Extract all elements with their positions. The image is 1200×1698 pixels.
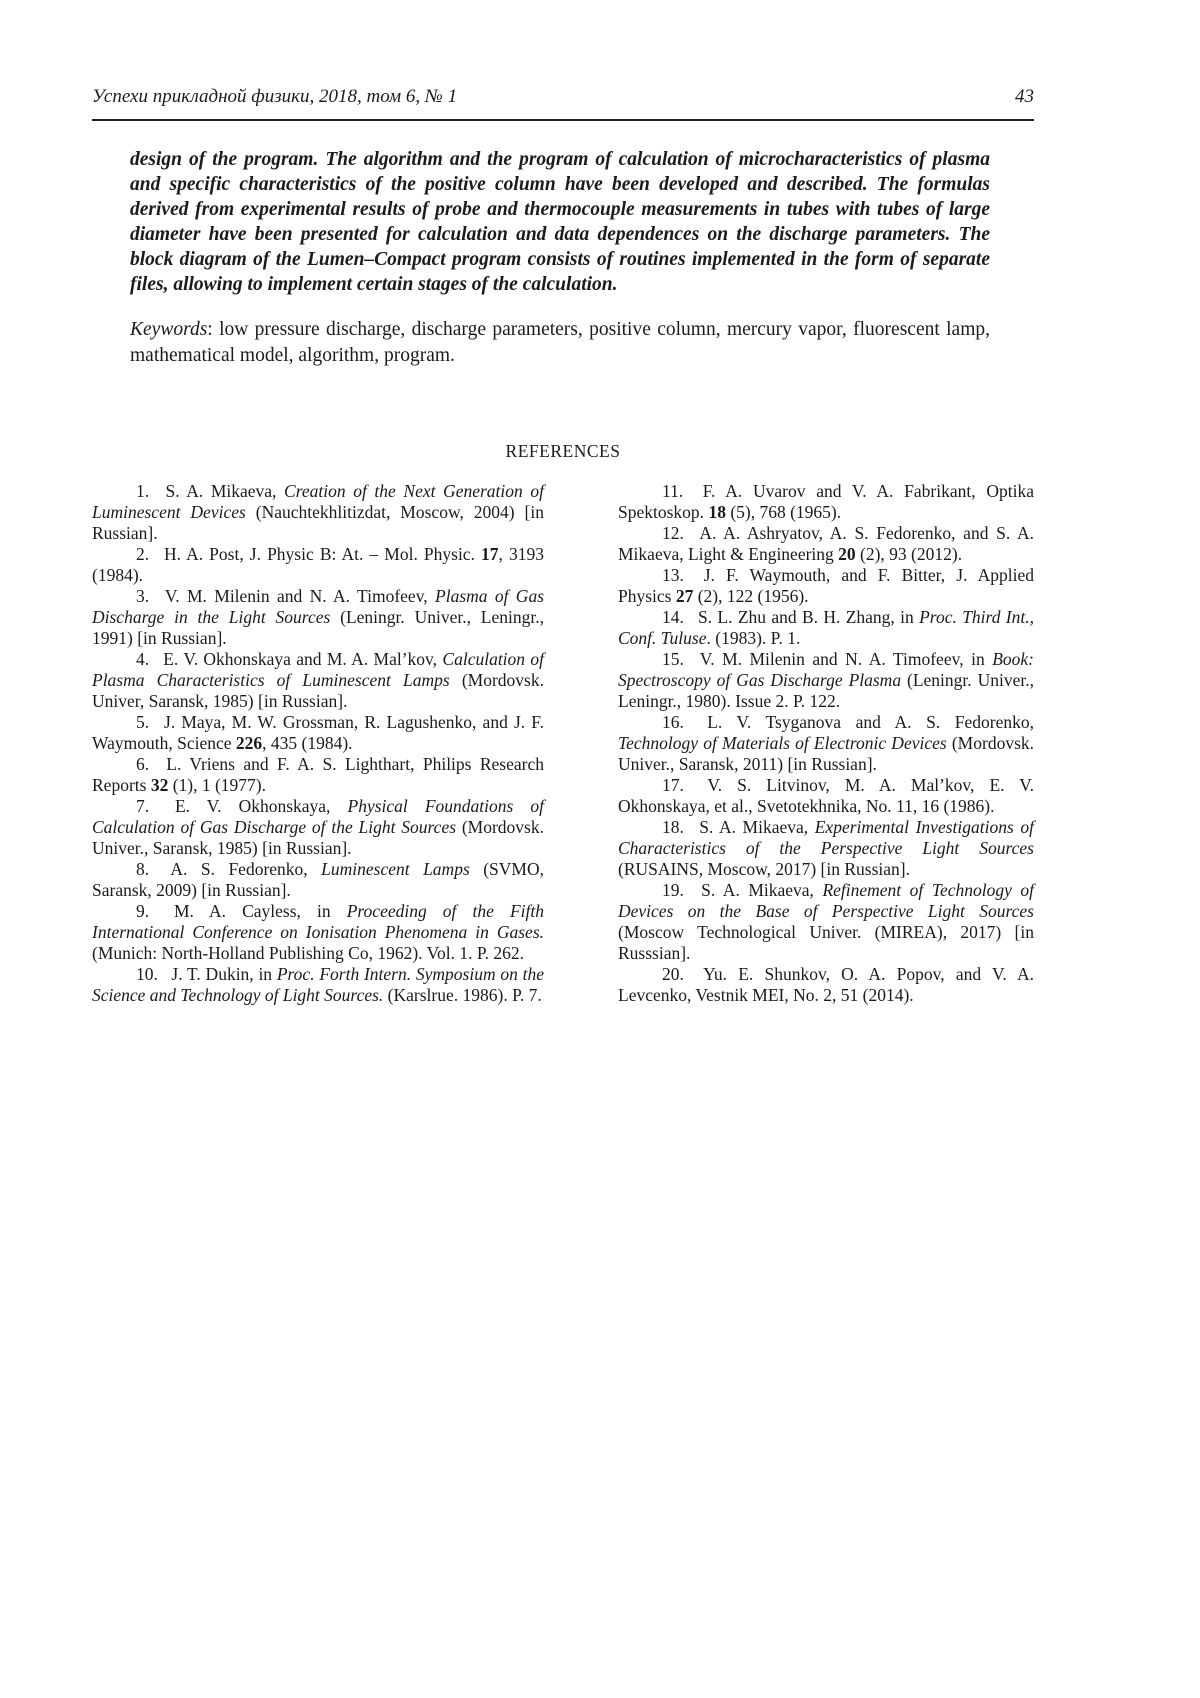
keywords-text: : low pressure discharge, discharge parameters, positive column, mercury vapor, fluorescent lamp, mathematical model, algorithm, program. (130, 319, 990, 366)
reference-item: 19. S. A. Mikaeva, Refinement of Technology of Devices on the Base of Perspective Light Sources (Moscow Technological Univer. (MIREA), 2017) [in Russsian]. (618, 880, 1034, 963)
reference-item: 20. Yu. E. Shunkov, O. A. Popov, and V. A. Levcenko, Vestnik MEI, No. 2, 51 (2014). (618, 964, 1034, 1005)
reference-item: 2. H. A. Post, J. Physic B: At. – Mol. Physic. 17, 3193 (1984). (92, 544, 544, 585)
reference-item: 4. E. V. Okhonskaya and M. A. Mal’kov, Calculation of Plasma Characteristics of Luminescent Lamps (Mordovsk. Univer, Saransk, 1985) [in Russian]. (92, 649, 545, 711)
reference-item: 11. F. A. Uvarov and V. A. Fabrikant, Optika Spektoskop. 18 (5), 768 (1965). (618, 481, 1034, 522)
reference-item: 1. S. A. Mikaeva, Creation of the Next Generation of Luminescent Devices (Nauchtekhlitizdat, Moscow, 2004) [in Russian]. (92, 481, 544, 543)
references-heading: REFERENCES (505, 441, 621, 461)
reference-item: 17. V. S. Litvinov, M. A. Mal’kov, E. V. Okhonskaya, et al., Svetotekhnika, No. 11, 16 (1986). (618, 775, 1034, 816)
keywords-paragraph (130, 317, 990, 369)
reference-item: 13. J. F. Waymouth, and F. Bitter, J. Applied Physics 27 (2), 122 (1956). (618, 565, 1034, 606)
reference-item: 3. V. M. Milenin and N. A. Timofeev, Plasma of Gas Discharge in the Light Sources (Leningr. Univer., Leningr., 1991) [in Russian]. (92, 586, 544, 648)
reference-item: 10. J. T. Dukin, in Proc. Forth Intern. Symposium on the Science and Technology of Light Sources. (Karslrue. 1986). P. 7. (92, 964, 544, 1005)
reference-item: 6. L. Vriens and F. A. S. Lighthart, Philips Research Reports 32 (1), 1 (1977). (92, 754, 544, 795)
references-column-left (92, 481, 544, 1006)
reference-item: 15. V. M. Milenin and N. A. Timofeev, in Book: Spectroscopy of Gas Discharge Plasma (Leningr. Univer., Leningr., 1980). Issue 2. P. 122. (618, 649, 1034, 711)
references-column-right (618, 481, 1034, 1006)
page-number: 43 (1015, 86, 1034, 107)
reference-item: 12. A. A. Ashryatov, A. S. Fedorenko, and S. A. Mikaeva, Light & Engineering 20 (2), 93 (2012). (618, 523, 1034, 564)
reference-item: 5. J. Maya, M. W. Grossman, R. Lagushenko, and J. F. Waymouth, Science 226, 435 (1984). (92, 712, 544, 753)
references-section (92, 481, 1034, 1006)
reference-item: 18. S. A. Mikaeva, Experimental Investigations of Characteristics of the Perspective Light Sources (RUSAINS, Moscow, 2017) [in Russian]. (618, 817, 1034, 879)
abstract-text: design of the program. The algorithm and the program of calculation of microcharacteristics of plasma and specific characteristics of the positive column have been developed and described. The formulas derived from experimental results of probe and thermocouple measurements in tubes with tubes of large diameter have been presented for calculation and data dependences on the discharge parameters. The block diagram of the Lumen–Compact program consists of routines implemented in the form of separate files, allowing to implement certain stages of the calculation. (130, 149, 990, 295)
running-head (92, 86, 1034, 108)
reference-item: 16. L. V. Tsyganova and A. S. Fedorenko, Technology of Materials of Electronic Devices (Mordovsk. Univer., Saransk, 2011) [in Russian]. (618, 712, 1035, 774)
journal-title: Успехи прикладной физики, 2018, том 6, № 1 (92, 86, 458, 107)
reference-item: 7. E. V. Okhonskaya, Physical Foundations of Calculation of Gas Discharge of the Light Sources (Mordovsk. Univer., Saransk, 1985) [in Russian]. (92, 796, 544, 858)
keywords-label: Keywords (130, 319, 208, 340)
reference-item: 9. M. A. Cayless, in Proceeding of the Fifth International Conference on Ionisation Phenomena in Gases. (Munich: North-Holland Publishing Co, 1962). Vol. 1. P. 262. (92, 901, 544, 963)
reference-item: 14. S. L. Zhu and B. H. Zhang, in Proc. Third Int., Conf. Tuluse. (1983). P. 1. (618, 607, 1034, 648)
reference-item: 8. A. S. Fedorenko, Luminescent Lamps (SVMO, Saransk, 2009) [in Russian]. (92, 859, 544, 900)
header-rule (92, 119, 1034, 121)
